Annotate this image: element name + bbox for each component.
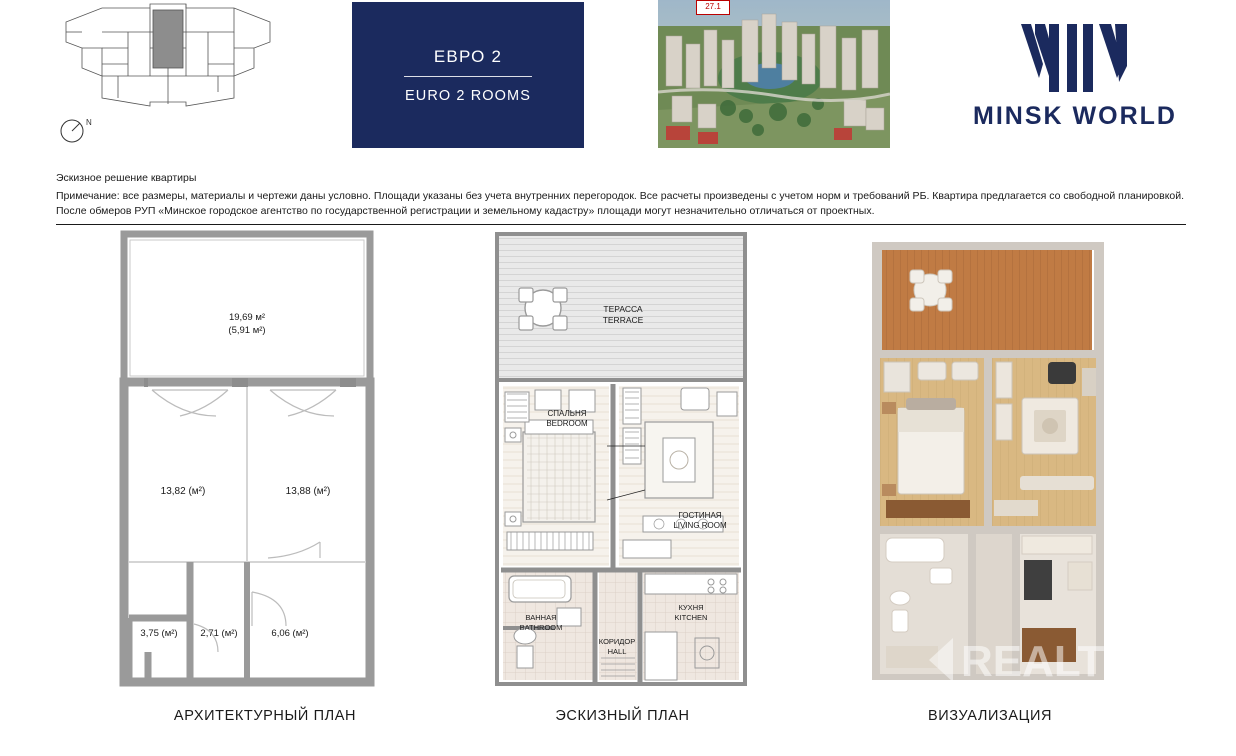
brand-logo (960, 10, 1190, 140)
compass-north-label: N (86, 118, 92, 127)
terrace-area-line1: 19,69 м² (228, 312, 266, 323)
title-divider (404, 76, 532, 77)
hall-label-en: HALL (607, 647, 627, 656)
bath-label-ru: ВАННАЯ (525, 613, 557, 622)
brand-name: MINSK WORLD (973, 101, 1177, 130)
title-ru: ЕВРО 2 (433, 46, 503, 66)
architectural-plan (120, 232, 410, 688)
bedroom-label-en: BEDROOM (546, 419, 588, 428)
hall-area: 2,71 (м²) (200, 628, 238, 639)
terrace-label-ru: ТЕРАССА (603, 304, 643, 314)
terrace-area-line2: (5,91 м²) (228, 325, 266, 336)
living-label-ru: ГОСТИНАЯ (678, 511, 722, 520)
room-left-area: 13,82 (м²) (160, 486, 206, 497)
kitchen-area: 6,06 (м²) (271, 628, 309, 639)
caption-sketch: ЭСКИЗНЫЙ ПЛАН (555, 708, 690, 724)
caption-visualisation: ВИЗУАЛИЗАЦИЯ (927, 708, 1053, 724)
watermark-text: REALT (961, 637, 1105, 686)
building-keyplan (58, 2, 278, 112)
notes-line-2: Примечание: все размеры, материалы и чертежи даны условно. Площади указаны без учета внутренних перегородок. Все расчеты произведены с учетом норм и требований РБ. Квартира предлагается со свободной планировкой. (56, 190, 1185, 202)
notes-heading: Эскизное решение квартиры (56, 172, 197, 184)
aerial-badge: 27.1 (696, 0, 730, 15)
sheet-header (0, 0, 1236, 150)
apartment-type-title (352, 2, 584, 148)
terrace-label-en: TERRACE (602, 315, 644, 325)
caption-architectural: АРХИТЕКТУРНЫЙ ПЛАН (173, 708, 357, 724)
compass-icon (58, 116, 106, 146)
notes-block (56, 172, 1186, 219)
kitchen-label-ru: КУХНЯ (678, 603, 704, 612)
aerial-photo (658, 0, 890, 148)
bath-area: 3,75 (м²) (140, 628, 178, 639)
living-label-en: LIVING ROOM (673, 521, 727, 530)
sketch-plan (495, 232, 747, 688)
header-divider (56, 224, 1186, 225)
bath-label-en: BATHROOM (519, 623, 563, 632)
kitchen-label-en: KITCHEN (674, 613, 708, 622)
visualisation-3d (872, 232, 1104, 688)
notes-line-3: После обмеров РУП «Минское городское агентство по государственной регистрации и земельному кадастру» площади могут незначительно отличаться от проектных. (56, 205, 875, 217)
hall-label-ru: КОРИДОР (598, 637, 636, 646)
bedroom-label-ru: СПАЛЬНЯ (547, 409, 587, 418)
mw-monogram-icon (1015, 20, 1135, 96)
room-right-area: 13,88 (м²) (285, 486, 331, 497)
title-en: EURO 2 ROOMS (405, 87, 531, 104)
